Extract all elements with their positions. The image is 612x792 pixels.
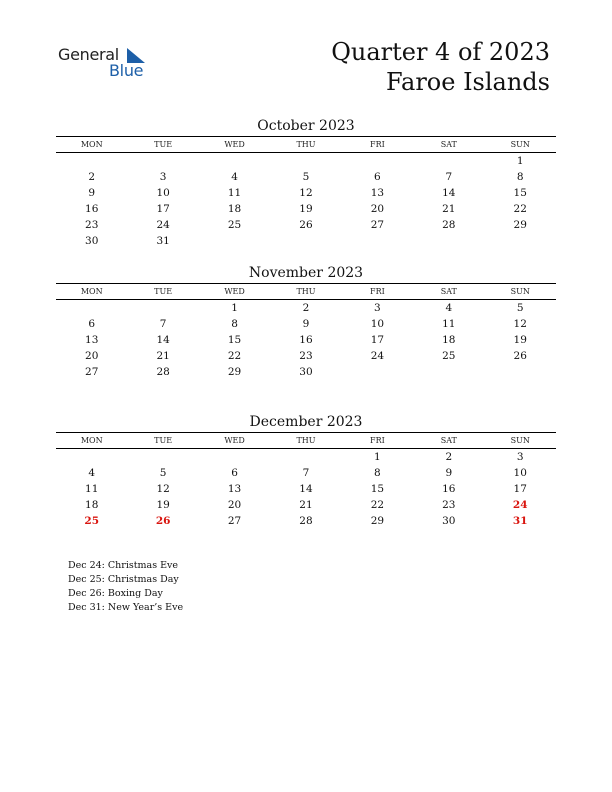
day-cell: 30 (442, 515, 456, 527)
weekday-label: SUN (510, 140, 530, 149)
day-cell: 1 (231, 302, 238, 314)
month-title: October 2023 (257, 118, 355, 134)
weekday-label: FRI (370, 140, 385, 149)
day-cell: 22 (513, 203, 527, 215)
logo-word-general: General (58, 45, 119, 64)
weekday-label: FRI (370, 287, 385, 296)
day-cell: 11 (442, 318, 456, 330)
day-cell: 9 (302, 318, 310, 330)
day-cell: 1 (516, 155, 524, 167)
month-october (56, 116, 556, 249)
empty-day-cell (56, 300, 127, 316)
empty-day-cell (56, 153, 127, 169)
week-row (56, 481, 556, 497)
week-row (56, 201, 556, 217)
day-cell: 19 (299, 203, 313, 215)
weekday-label: SAT (440, 436, 457, 445)
empty-day-cell (342, 364, 413, 380)
day-cell: 23 (85, 219, 99, 231)
holiday-note: Dec 24: Christmas Eve (68, 560, 179, 571)
holiday-notes (68, 559, 183, 615)
weekday-label: SAT (440, 287, 457, 296)
day-cell: 7 (445, 171, 453, 183)
day-cell: 8 (516, 171, 524, 183)
holiday-note: Dec 31: New Year’s Eve (68, 602, 184, 613)
day-cell: 17 (370, 334, 385, 346)
weekday-label: THU (296, 287, 316, 296)
day-cell: 4 (445, 302, 453, 314)
day-cell: 17 (156, 203, 170, 215)
day-cell: 27 (227, 515, 242, 527)
week-row (56, 217, 556, 233)
day-cell: 9 (88, 187, 96, 199)
empty-day-cell (485, 233, 556, 249)
weekday-header (56, 137, 556, 152)
month-grid (56, 449, 556, 529)
day-cell: 29 (370, 515, 385, 527)
logo-word-blue: Blue (109, 61, 144, 80)
day-cell: 1 (374, 451, 381, 463)
day-cell: 3 (159, 171, 167, 183)
week-row (56, 185, 556, 201)
day-cell: 19 (156, 499, 170, 511)
day-cell: 14 (442, 187, 456, 199)
empty-day-cell (127, 300, 198, 316)
day-cell: 5 (302, 171, 310, 183)
day-cell: 24 (370, 350, 385, 362)
day-cell: 21 (442, 203, 456, 215)
empty-day-cell (199, 153, 270, 169)
day-cell: 14 (156, 334, 170, 346)
week-row (56, 513, 556, 529)
day-cell: 11 (227, 187, 242, 199)
week-row (56, 300, 556, 316)
day-cell: 28 (442, 219, 456, 231)
week-row (56, 316, 556, 332)
day-cell: 26 (155, 515, 171, 527)
day-cell: 9 (445, 467, 453, 479)
day-cell: 3 (374, 302, 381, 314)
day-cell: 29 (227, 366, 242, 378)
day-cell: 20 (85, 350, 99, 362)
weekday-label: THU (296, 140, 316, 149)
week-row (56, 449, 556, 465)
weekday-label: TUE (154, 140, 173, 149)
day-cell: 21 (156, 350, 170, 362)
day-cell: 27 (85, 366, 99, 378)
empty-day-cell (485, 364, 556, 380)
day-cell: 28 (156, 366, 170, 378)
empty-day-cell (270, 153, 341, 169)
weekday-label: THU (296, 436, 316, 445)
day-cell: 2 (88, 171, 96, 183)
day-cell: 30 (299, 366, 313, 378)
month-grid (56, 300, 556, 380)
day-cell: 8 (374, 467, 381, 479)
empty-day-cell (199, 449, 270, 465)
weekday-header (56, 284, 556, 299)
month-title: November 2023 (248, 265, 364, 281)
day-cell: 29 (513, 219, 527, 231)
day-cell: 27 (370, 219, 385, 231)
month-title: December 2023 (249, 414, 363, 430)
day-cell: 25 (227, 219, 242, 231)
empty-day-cell (56, 449, 127, 465)
day-cell: 4 (88, 467, 96, 479)
day-cell: 17 (513, 483, 527, 495)
day-cell: 16 (299, 334, 313, 346)
weekday-label: FRI (370, 436, 385, 445)
day-cell: 8 (231, 318, 238, 330)
month-grid (56, 153, 556, 249)
weekday-header (56, 433, 556, 448)
day-cell: 19 (513, 334, 527, 346)
day-cell: 11 (85, 483, 99, 495)
empty-day-cell (127, 153, 198, 169)
empty-day-cell (127, 449, 198, 465)
day-cell: 10 (370, 318, 385, 330)
weekday-label: SUN (510, 287, 530, 296)
day-cell: 21 (299, 499, 313, 511)
day-cell: 15 (370, 483, 385, 495)
day-cell: 7 (159, 318, 167, 330)
page-title: Quarter 4 of 2023 (331, 38, 550, 66)
empty-day-cell (270, 233, 341, 249)
empty-day-cell (199, 233, 270, 249)
day-cell: 2 (302, 302, 310, 314)
weekday-label: SAT (440, 140, 457, 149)
weekday-label: WED (224, 436, 245, 445)
month-december (56, 412, 556, 529)
empty-day-cell (342, 233, 413, 249)
day-cell: 23 (299, 350, 313, 362)
empty-day-cell (413, 364, 484, 380)
empty-day-cell (413, 153, 484, 169)
week-row (56, 233, 556, 249)
page-subtitle: Faroe Islands (385, 68, 550, 96)
day-cell: 15 (227, 334, 242, 346)
day-cell: 12 (299, 187, 313, 199)
week-row (56, 348, 556, 364)
day-cell: 13 (85, 334, 99, 346)
general-blue-logo (58, 45, 158, 85)
empty-day-cell (270, 449, 341, 465)
day-cell: 6 (88, 318, 96, 330)
day-cell: 18 (85, 499, 99, 511)
day-cell: 20 (227, 499, 242, 511)
day-cell: 28 (299, 515, 313, 527)
day-cell: 5 (159, 467, 167, 479)
empty-day-cell (413, 233, 484, 249)
day-cell: 6 (231, 467, 238, 479)
day-cell: 18 (442, 334, 456, 346)
empty-day-cell (342, 153, 413, 169)
holiday-note: Dec 25: Christmas Day (68, 574, 179, 585)
day-cell: 26 (299, 219, 313, 231)
day-cell: 24 (156, 219, 170, 231)
weekday-label: TUE (154, 287, 173, 296)
day-cell: 13 (370, 187, 385, 199)
day-cell: 14 (299, 483, 313, 495)
day-cell: 22 (227, 350, 242, 362)
day-cell: 16 (442, 483, 456, 495)
day-cell: 10 (156, 187, 170, 199)
week-row (56, 153, 556, 169)
day-cell: 13 (227, 483, 242, 495)
weekday-label: WED (224, 287, 245, 296)
day-cell: 16 (85, 203, 99, 215)
week-row (56, 169, 556, 185)
month-november (56, 263, 556, 380)
day-cell: 31 (156, 235, 170, 247)
week-row (56, 465, 556, 481)
day-cell: 25 (84, 515, 100, 527)
day-cell: 12 (156, 483, 170, 495)
day-cell: 24 (512, 499, 528, 511)
day-cell: 2 (445, 451, 453, 463)
day-cell: 12 (513, 318, 527, 330)
day-cell: 4 (231, 171, 238, 183)
day-cell: 23 (442, 499, 456, 511)
weekday-label: MON (80, 287, 103, 296)
day-cell: 5 (516, 302, 524, 314)
day-cell: 3 (516, 451, 524, 463)
week-row (56, 497, 556, 513)
weekday-label: TUE (154, 436, 173, 445)
holiday-note: Dec 26: Boxing Day (68, 588, 163, 599)
weekday-label: MON (80, 436, 103, 445)
day-cell: 26 (513, 350, 527, 362)
day-cell: 22 (370, 499, 385, 511)
weekday-label: SUN (510, 436, 530, 445)
week-row (56, 364, 556, 380)
day-cell: 10 (513, 467, 527, 479)
day-cell: 25 (442, 350, 456, 362)
day-cell: 31 (512, 515, 528, 527)
day-cell: 7 (302, 467, 310, 479)
week-row (56, 332, 556, 348)
day-cell: 6 (374, 171, 381, 183)
weekday-label: WED (224, 140, 245, 149)
day-cell: 15 (513, 187, 527, 199)
day-cell: 18 (227, 203, 242, 215)
day-cell: 30 (85, 235, 99, 247)
weekday-label: MON (80, 140, 103, 149)
day-cell: 20 (370, 203, 385, 215)
